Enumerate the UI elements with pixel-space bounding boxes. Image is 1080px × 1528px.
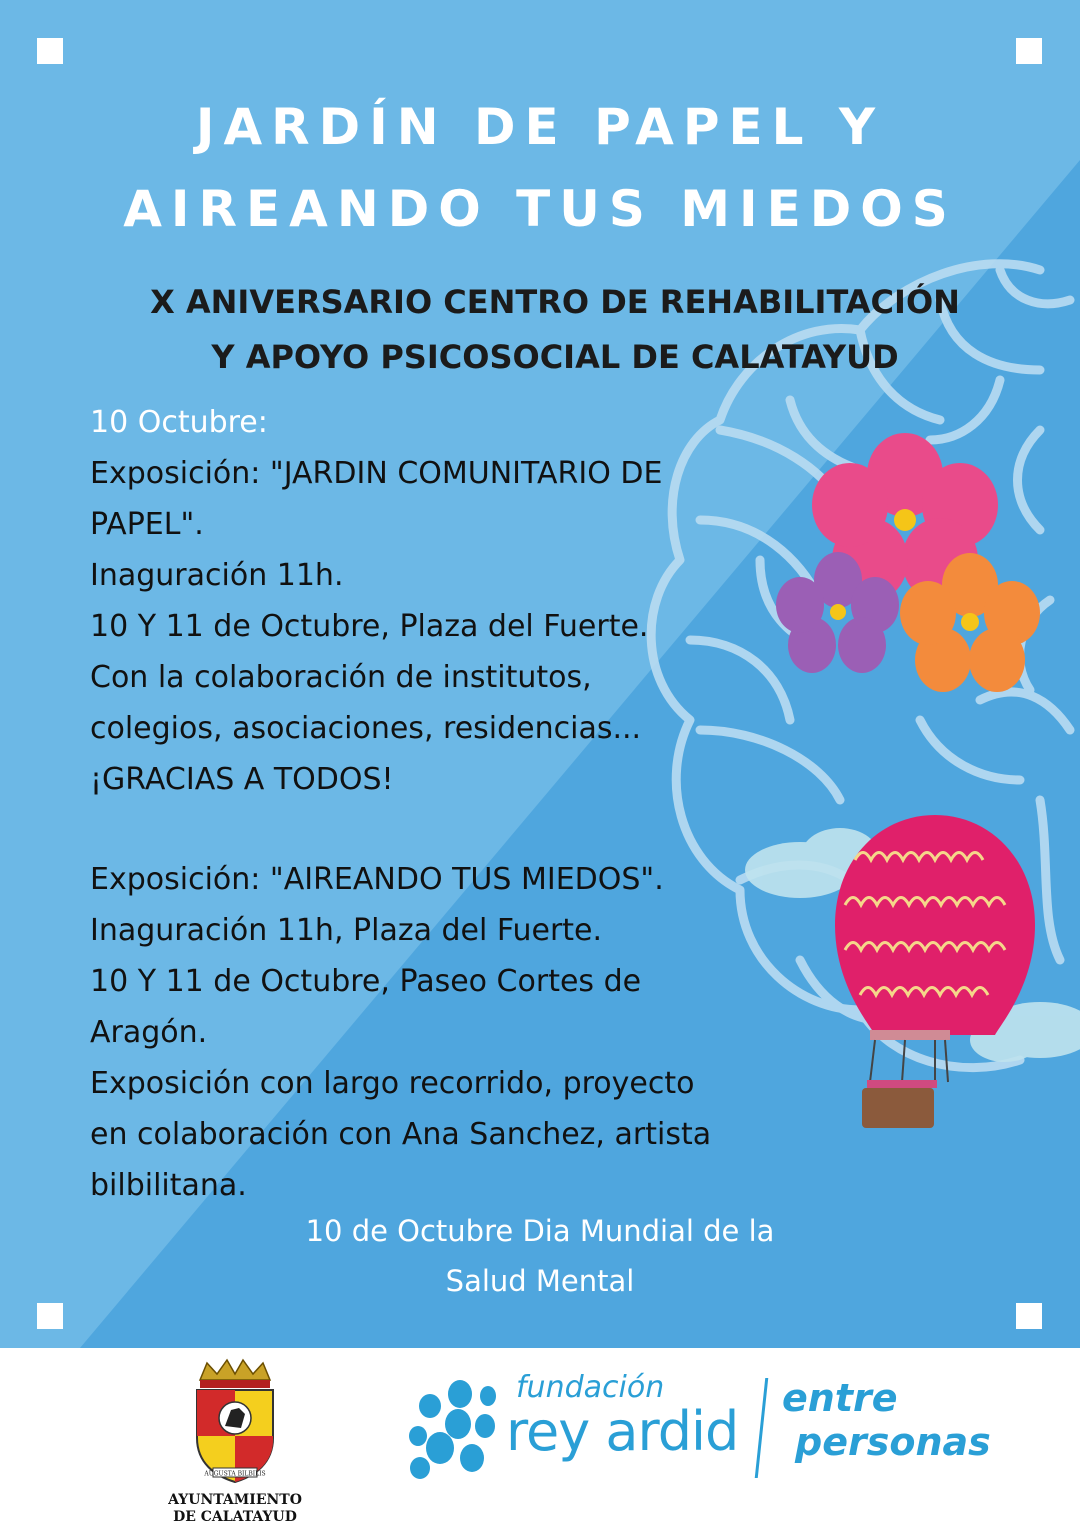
fundacion-label: fundación <box>516 1370 665 1405</box>
personas-label: personas <box>795 1420 991 1464</box>
svg-text:AUGUSTA BILBILIS: AUGUSTA BILBILIS <box>204 1470 266 1478</box>
body-line: PAPEL". <box>90 507 204 542</box>
body-line: en colaboración con Ana Sanchez, artista <box>90 1117 712 1152</box>
subtitle-line-1: X ANIVERSARIO CENTRO DE REHABILITACIÓN <box>150 283 960 321</box>
body-line: 10 Y 11 de Octubre, Paseo Cortes de <box>90 964 642 999</box>
body-line: bilbilitana. <box>90 1168 247 1203</box>
body-line: Exposición: "JARDIN COMUNITARIO DE <box>90 456 663 491</box>
body-line: colegios, asociaciones, residencias... <box>90 711 642 746</box>
body-line: ¡GRACIAS A TODOS! <box>90 762 394 797</box>
coat-of-arms-icon <box>185 1358 285 1488</box>
body-line: Inaguración 11h, Plaza del Fuerte. <box>90 913 603 948</box>
title-line-1: JARDÍN DE PAPEL Y <box>195 98 885 156</box>
corner-square-top-left <box>37 38 63 64</box>
corner-square-bottom-left <box>37 1303 63 1329</box>
ayuntamiento-name-line-1: AYUNTAMIENTO <box>168 1492 302 1508</box>
body-line: Exposición con largo recorrido, proyecto <box>90 1066 695 1101</box>
body-line: 10 Y 11 de Octubre, Plaza del Fuerte. <box>90 609 649 644</box>
body-line: Aragón. <box>90 1015 208 1050</box>
body-line: Inaguración 11h. <box>90 558 344 593</box>
entre-label: entre <box>782 1376 898 1420</box>
ayuntamiento-name-line-2: DE CALATAYUD <box>173 1509 297 1525</box>
rey-ardid-dots-icon <box>400 1376 510 1486</box>
subtitle-line-2: Y APOYO PSICOSOCIAL DE CALATAYUD <box>211 338 899 376</box>
footer-line-2: Salud Mental <box>445 1264 635 1298</box>
footer-line-1: 10 de Octubre Dia Mundial de la <box>305 1214 775 1248</box>
title-line-2: AIREANDO TUS MIEDOS <box>123 180 957 238</box>
body-line: Con la colaboración de institutos, <box>90 660 592 695</box>
logo-bar <box>0 1348 1080 1528</box>
body-line: Exposición: "AIREANDO TUS MIEDOS". <box>90 862 664 897</box>
corner-square-top-right <box>1016 38 1042 64</box>
logo-divider <box>755 1378 769 1478</box>
rey-ardid-name: rey ardid <box>506 1400 739 1463</box>
corner-square-bottom-right <box>1016 1303 1042 1329</box>
date-heading: 10 Octubre: <box>90 405 268 440</box>
